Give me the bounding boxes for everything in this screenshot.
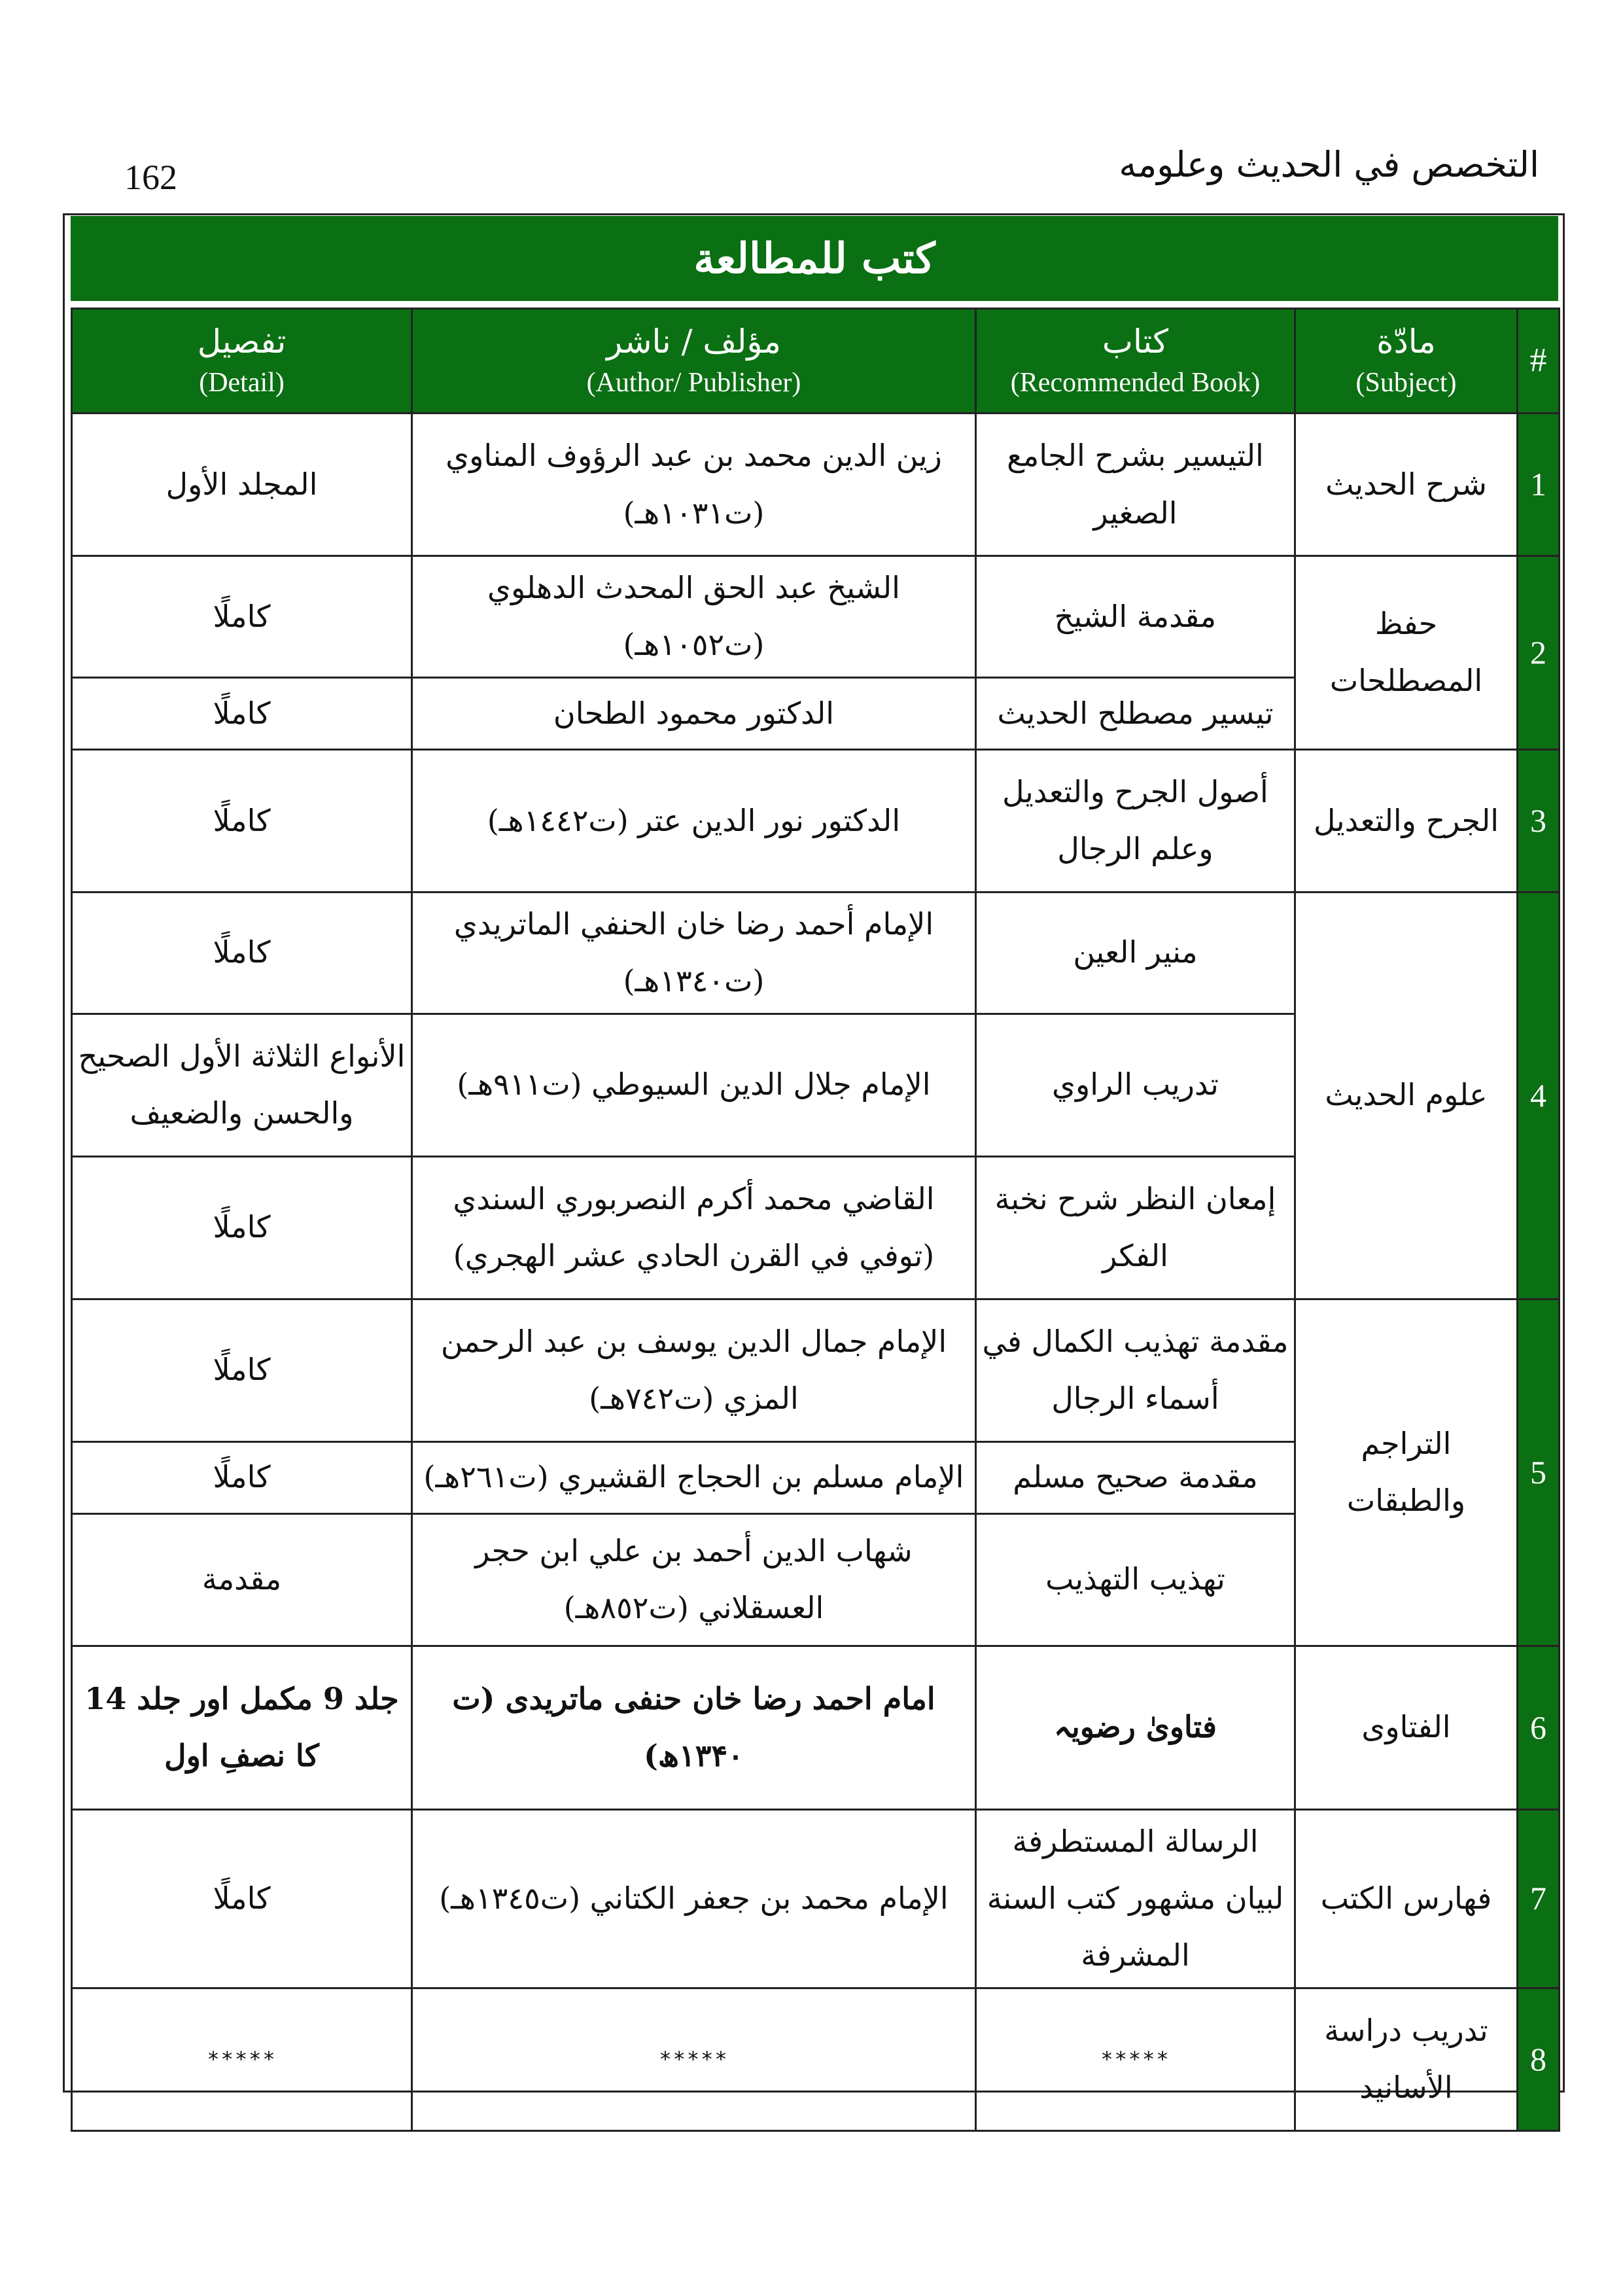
col-author-ar: مؤلف / ناشر: [606, 323, 781, 361]
row-number: 8: [1518, 1988, 1560, 2130]
subject-cell: التراجم والطبقات: [1295, 1299, 1518, 1646]
col-book-en: (Recommended Book): [1010, 367, 1261, 398]
subject-cell: تدريب دراسة الأسانيد: [1295, 1988, 1518, 2130]
book-cell: التيسير بشرح الجامع الصغير: [976, 414, 1295, 556]
row-number: 4: [1518, 892, 1560, 1299]
detail-cell: *****: [72, 1988, 412, 2130]
col-detail-en: (Detail): [199, 367, 285, 398]
row-number: 6: [1518, 1646, 1560, 1809]
running-header: التخصص في الحديث وعلومه: [1119, 144, 1539, 185]
author-cell: الإمام جمال الدين يوسف بن عبد الرحمن المزي (ت٧٤٢هـ): [412, 1299, 976, 1441]
detail-cell: المجلد الأول: [72, 414, 412, 556]
subject-cell: فهارس الكتب: [1295, 1809, 1518, 1988]
col-subject-en: (Subject): [1355, 367, 1457, 398]
author-cell: امام احمد رضا خان حنفی ماتریدی (ت ۱۳۴۰ھ): [412, 1646, 976, 1809]
detail-cell: جلد 9 مکمل اور جلد 14 کا نصفِ اول: [72, 1646, 412, 1809]
col-book-header: [976, 309, 1295, 414]
table-row: [72, 1988, 1560, 2130]
table-row: [72, 1299, 1560, 1441]
book-cell: *****: [976, 1988, 1295, 2130]
detail-cell: مقدمة: [72, 1513, 412, 1646]
book-cell: مقدمة الشيخ: [976, 556, 1295, 678]
table-row: [72, 749, 1560, 892]
detail-cell: كاملًا: [72, 1156, 412, 1299]
table-row: [72, 1646, 1560, 1809]
table-title: كتب للمطالعة: [71, 216, 1558, 301]
book-cell: مقدمة تهذيب الكمال في أسماء الرجال: [976, 1299, 1295, 1441]
book-cell: تدريب الراوي: [976, 1014, 1295, 1156]
author-cell: *****: [412, 1988, 976, 2130]
detail-cell: كاملًا: [72, 1299, 412, 1441]
row-number: 2: [1518, 556, 1560, 750]
book-cell: تهذيب التهذيب: [976, 1513, 1295, 1646]
reading-list-table: [71, 308, 1560, 2132]
author-cell: القاضي محمد أكرم النصربوري السندي (توفي في القرن الحادي عشر الهجري): [412, 1156, 976, 1299]
table-row: [72, 414, 1560, 556]
book-cell: فتاویٰ رضویہ: [976, 1646, 1295, 1809]
author-cell: شهاب الدين أحمد بن علي ابن حجر العسقلاني (ت٨٥٢هـ): [412, 1513, 976, 1646]
table-row: [72, 556, 1560, 678]
book-cell: مقدمة صحيح مسلم: [976, 1441, 1295, 1513]
book-cell: تيسير مصطلح الحديث: [976, 677, 1295, 749]
detail-cell: كاملًا: [72, 1809, 412, 1988]
subject-cell: الفتاوى: [1295, 1646, 1518, 1809]
book-cell: منير العين: [976, 892, 1295, 1014]
author-cell: الدكتور محمود الطحان: [412, 677, 976, 749]
subject-cell: شرح الحديث: [1295, 414, 1518, 556]
col-book-ar: كتاب: [1102, 323, 1169, 361]
row-number: 1: [1518, 414, 1560, 556]
row-number: 7: [1518, 1809, 1560, 1988]
col-detail-ar: تفصيل: [197, 323, 287, 361]
col-subject-ar: مادّة: [1376, 323, 1436, 361]
book-cell: أصول الجرح والتعديل وعلم الرجال: [976, 749, 1295, 892]
table-row: [72, 892, 1560, 1014]
book-cell: إمعان النظر شرح نخبة الفكر: [976, 1156, 1295, 1299]
table-row: [72, 1809, 1560, 1988]
col-author-en: (Author/ Publisher): [586, 367, 801, 398]
detail-cell: كاملًا: [72, 1441, 412, 1513]
detail-cell: كاملًا: [72, 892, 412, 1014]
row-number: 5: [1518, 1299, 1560, 1646]
author-cell: الإمام جلال الدين السيوطي (ت٩١١هـ): [412, 1014, 976, 1156]
header-row: [72, 309, 1560, 414]
book-cell: الرسالة المستطرفة لبيان مشهور كتب السنة المشرفة: [976, 1809, 1295, 1988]
page-number: 162: [124, 158, 177, 197]
detail-cell: كاملًا: [72, 677, 412, 749]
col-author-header: [412, 309, 976, 414]
row-number: 3: [1518, 749, 1560, 892]
author-cell: الدكتور نور الدين عتر (ت١٤٤٢هـ): [412, 749, 976, 892]
detail-cell: كاملًا: [72, 749, 412, 892]
subject-cell: الجرح والتعديل: [1295, 749, 1518, 892]
subject-cell: حفظ المصطلحات: [1295, 556, 1518, 750]
author-cell: الإمام أحمد رضا خان الحنفي الماتريدي (ت١٣٤٠هـ): [412, 892, 976, 1014]
author-cell: الإمام محمد بن جعفر الكتاني (ت١٣٤٥هـ): [412, 1809, 976, 1988]
author-cell: زين الدين محمد بن عبد الرؤوف المناوي (ت١٠٣١هـ): [412, 414, 976, 556]
col-detail-header: [72, 309, 412, 414]
author-cell: الإمام مسلم بن الحجاج القشيري (ت٢٦١هـ): [412, 1441, 976, 1513]
subject-cell: علوم الحديث: [1295, 892, 1518, 1299]
col-subject-header: [1295, 309, 1518, 414]
detail-cell: الأنواع الثلاثة الأول الصحيح والحسن والضعيف: [72, 1014, 412, 1156]
author-cell: الشيخ عبد الحق المحدث الدهلوي (ت١٠٥٢هـ): [412, 556, 976, 678]
detail-cell: كاملًا: [72, 556, 412, 678]
col-num-header: #: [1518, 309, 1560, 414]
